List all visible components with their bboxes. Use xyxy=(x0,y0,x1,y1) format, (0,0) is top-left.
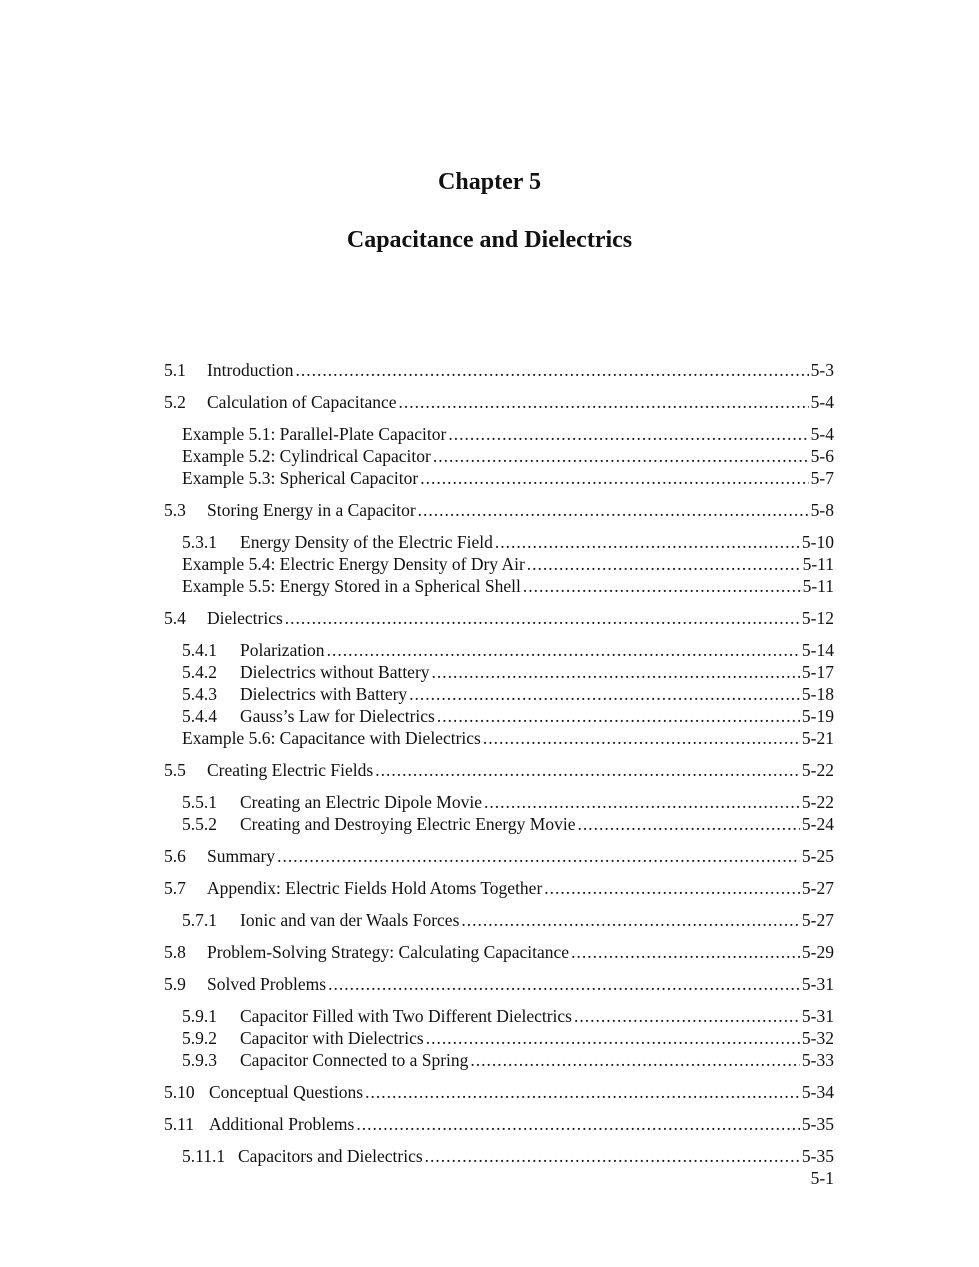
toc-entry-sub[interactable] xyxy=(164,531,834,553)
toc-entry-page: 5-33 xyxy=(801,1050,834,1070)
toc-entry-sub[interactable] xyxy=(164,727,834,749)
toc-entry-number: 5.4.4 xyxy=(182,706,217,726)
dot-leader xyxy=(470,1049,800,1071)
toc-entry-label: Capacitor Connected to a Spring xyxy=(240,1050,469,1070)
dot-leader xyxy=(432,661,800,683)
toc-entry-number: 5.5.2 xyxy=(182,814,217,834)
toc-entry-sub[interactable] xyxy=(164,575,834,597)
toc-entry[interactable] xyxy=(164,1081,834,1103)
toc-entry-number: 5.1 xyxy=(164,360,186,380)
toc-entry-number: 5.2 xyxy=(164,392,186,412)
toc-entry-number: 5.4.3 xyxy=(182,684,217,704)
dot-leader xyxy=(418,499,809,521)
toc-entry-page: 5-21 xyxy=(801,728,834,748)
toc-section xyxy=(164,1113,834,1167)
toc-entry-label: Introduction xyxy=(207,360,294,380)
toc-entry-sub[interactable] xyxy=(164,813,834,835)
toc-entry-number: 5.4.2 xyxy=(182,662,217,682)
toc-entry-page: 5-29 xyxy=(801,942,834,962)
toc-entry-label: Capacitors and Dielectrics xyxy=(238,1146,423,1166)
toc-entry-sub[interactable] xyxy=(164,683,834,705)
toc-entry-page: 5-11 xyxy=(802,554,834,574)
toc-entry[interactable] xyxy=(164,941,834,963)
toc-entry-sub[interactable] xyxy=(164,553,834,575)
toc-entry-page: 5-35 xyxy=(801,1114,834,1134)
toc-entry-page: 5-34 xyxy=(801,1082,834,1102)
toc-entry-page: 5-10 xyxy=(801,532,834,552)
toc-entry-sub[interactable] xyxy=(164,705,834,727)
toc-entry-sub[interactable] xyxy=(164,791,834,813)
toc-section xyxy=(164,607,834,749)
toc-entry[interactable] xyxy=(164,973,834,995)
toc-entry-label: Ionic and van der Waals Forces xyxy=(240,910,460,930)
toc-entry-page: 5-24 xyxy=(801,814,834,834)
toc-entry[interactable] xyxy=(164,877,834,899)
toc-entry-number: 5.11.1 xyxy=(182,1146,226,1166)
toc-entry-number: 5.7.1 xyxy=(182,910,217,930)
toc-entry-sub[interactable] xyxy=(164,445,834,467)
dot-leader xyxy=(574,1005,800,1027)
toc-section xyxy=(164,941,834,963)
toc-entry-page: 5-25 xyxy=(801,846,834,866)
toc-entry-page: 5-7 xyxy=(810,468,834,488)
dot-leader xyxy=(426,1027,800,1049)
toc-entry-label: Capacitor Filled with Two Different Dielectrics xyxy=(240,1006,572,1026)
toc-entry-label: Example 5.6: Capacitance with Dielectrics xyxy=(182,728,481,748)
toc-entry-label: Capacitor with Dielectrics xyxy=(240,1028,424,1048)
toc-entry-label: Dielectrics xyxy=(207,608,283,628)
toc-entry-page: 5-27 xyxy=(801,878,834,898)
toc-entry-page: 5-17 xyxy=(801,662,834,682)
page-number: 5-1 xyxy=(810,1168,834,1188)
toc-entry-number: 5.4 xyxy=(164,608,186,628)
dot-leader xyxy=(437,705,800,727)
toc-section xyxy=(164,391,834,489)
toc-entry[interactable] xyxy=(164,607,834,629)
toc-entry-label: Gauss’s Law for Dielectrics xyxy=(240,706,435,726)
dot-leader xyxy=(483,727,800,749)
dot-leader xyxy=(461,909,800,931)
toc-entry-label: Solved Problems xyxy=(207,974,327,994)
dot-leader xyxy=(577,813,799,835)
toc-entry-sub[interactable] xyxy=(164,1027,834,1049)
toc-entry-label: Additional Problems xyxy=(209,1114,355,1134)
toc-entry-page: 5-12 xyxy=(801,608,834,628)
dot-leader xyxy=(433,445,809,467)
toc-entry-sub[interactable] xyxy=(164,1005,834,1027)
toc-entry-sub[interactable] xyxy=(164,1145,834,1167)
dot-leader xyxy=(375,759,800,781)
dot-leader xyxy=(285,607,800,629)
dot-leader xyxy=(356,1113,800,1135)
dot-leader xyxy=(484,791,800,813)
toc-entry[interactable] xyxy=(164,845,834,867)
toc-entry-label: Creating Electric Fields xyxy=(207,760,374,780)
toc-entry-number: 5.9.1 xyxy=(182,1006,217,1026)
toc-entry-page: 5-6 xyxy=(810,446,834,466)
toc-entry-page: 5-19 xyxy=(801,706,834,726)
toc-entry-sub[interactable] xyxy=(164,661,834,683)
toc-entry-label: Example 5.3: Spherical Capacitor xyxy=(182,468,419,488)
toc-entry-label: Example 5.1: Parallel-Plate Capacitor xyxy=(182,424,447,444)
dot-leader xyxy=(527,553,801,575)
toc-entry-label: Summary xyxy=(207,846,276,866)
toc-entry[interactable] xyxy=(164,499,834,521)
toc-section xyxy=(164,359,834,381)
toc-entry-page: 5-18 xyxy=(801,684,834,704)
toc-entry-sub[interactable] xyxy=(164,909,834,931)
toc-entry-number: 5.3 xyxy=(164,500,186,520)
toc-entry-number: 5.4.1 xyxy=(182,640,217,660)
dot-leader xyxy=(425,1145,800,1167)
chapter-title: Capacitance and Dielectrics xyxy=(346,227,633,253)
toc-entry-number: 5.9.3 xyxy=(182,1050,217,1070)
toc-entry-page: 5-8 xyxy=(810,500,834,520)
toc-entry-number: 5.5 xyxy=(164,760,186,780)
toc-entry-sub[interactable] xyxy=(164,467,834,489)
toc-entry-page: 5-11 xyxy=(802,576,834,596)
toc-entry-label: Calculation of Capacitance xyxy=(207,392,397,412)
toc-entry-label: Energy Density of the Electric Field xyxy=(240,532,493,552)
dot-leader xyxy=(409,683,800,705)
dot-leader xyxy=(448,423,808,445)
toc-entry[interactable] xyxy=(164,759,834,781)
toc-entry-label: Conceptual Questions xyxy=(209,1082,364,1102)
dot-leader xyxy=(327,639,800,661)
toc-entry-number: 5.8 xyxy=(164,942,186,962)
toc-entry-page: 5-4 xyxy=(810,392,834,412)
toc-section xyxy=(164,877,834,931)
toc-entry-number: 5.3.1 xyxy=(182,532,217,552)
dot-leader xyxy=(296,359,809,381)
toc-entry-label: Example 5.5: Energy Stored in a Spherical Shell xyxy=(182,576,521,596)
toc-entry-page: 5-14 xyxy=(801,640,834,660)
toc-entry-number: 5.9.2 xyxy=(182,1028,217,1048)
toc-entry-page: 5-31 xyxy=(801,1006,834,1026)
toc-entry-sub[interactable] xyxy=(164,639,834,661)
dot-leader xyxy=(571,941,800,963)
toc-entry-page: 5-32 xyxy=(801,1028,834,1048)
toc-entry-number: 5.9 xyxy=(164,974,186,994)
toc-section xyxy=(164,499,834,597)
dot-leader xyxy=(420,467,808,489)
toc-entry-label: Dielectrics with Battery xyxy=(240,684,408,704)
toc-entry-label: Dielectrics without Battery xyxy=(240,662,430,682)
toc-section xyxy=(164,1081,834,1103)
dot-leader xyxy=(365,1081,800,1103)
toc-entry-page: 5-4 xyxy=(810,424,834,444)
toc-entry-page: 5-27 xyxy=(801,910,834,930)
toc-entry-number: 5.7 xyxy=(164,878,186,898)
toc-entry-page: 5-35 xyxy=(801,1146,834,1166)
toc-entry-sub[interactable] xyxy=(164,1049,834,1071)
toc-entry-page: 5-31 xyxy=(801,974,834,994)
toc-entry-page: 5-22 xyxy=(801,760,834,780)
toc-entry-label: Creating and Destroying Electric Energy Movie xyxy=(240,814,576,834)
chapter-number: Chapter 5 xyxy=(438,169,541,195)
toc-entry-label: Problem-Solving Strategy: Calculating Capacitance xyxy=(207,942,570,962)
toc-entry-label: Polarization xyxy=(240,640,325,660)
toc-section xyxy=(164,973,834,1071)
dot-leader xyxy=(277,845,800,867)
toc-entry-label: Creating an Electric Dipole Movie xyxy=(240,792,483,812)
toc-entry-label: Appendix: Electric Fields Hold Atoms Together xyxy=(207,878,543,898)
toc-entry-number: 5.10 xyxy=(164,1082,195,1102)
toc-entry-label: Example 5.4: Electric Energy Density of Dry Air xyxy=(182,554,525,574)
toc-entry-sub[interactable] xyxy=(164,423,834,445)
toc-entry-label: Storing Energy in a Capacitor xyxy=(207,500,416,520)
toc-entry-number: 5.11 xyxy=(164,1114,194,1134)
toc-entry-page: 5-22 xyxy=(801,792,834,812)
toc-entry[interactable] xyxy=(164,359,834,381)
toc-entry-number: 5.5.1 xyxy=(182,792,217,812)
table-of-contents xyxy=(164,359,834,1177)
toc-entry-page: 5-3 xyxy=(810,360,834,380)
dot-leader xyxy=(399,391,809,413)
dot-leader xyxy=(495,531,800,553)
dot-leader xyxy=(328,973,800,995)
toc-entry-label: Example 5.2: Cylindrical Capacitor xyxy=(182,446,431,466)
dot-leader xyxy=(544,877,800,899)
dot-leader xyxy=(523,575,801,597)
toc-section xyxy=(164,845,834,867)
toc-entry[interactable] xyxy=(164,1113,834,1135)
toc-section xyxy=(164,759,834,835)
toc-entry-number: 5.6 xyxy=(164,846,186,866)
toc-entry[interactable] xyxy=(164,391,834,413)
